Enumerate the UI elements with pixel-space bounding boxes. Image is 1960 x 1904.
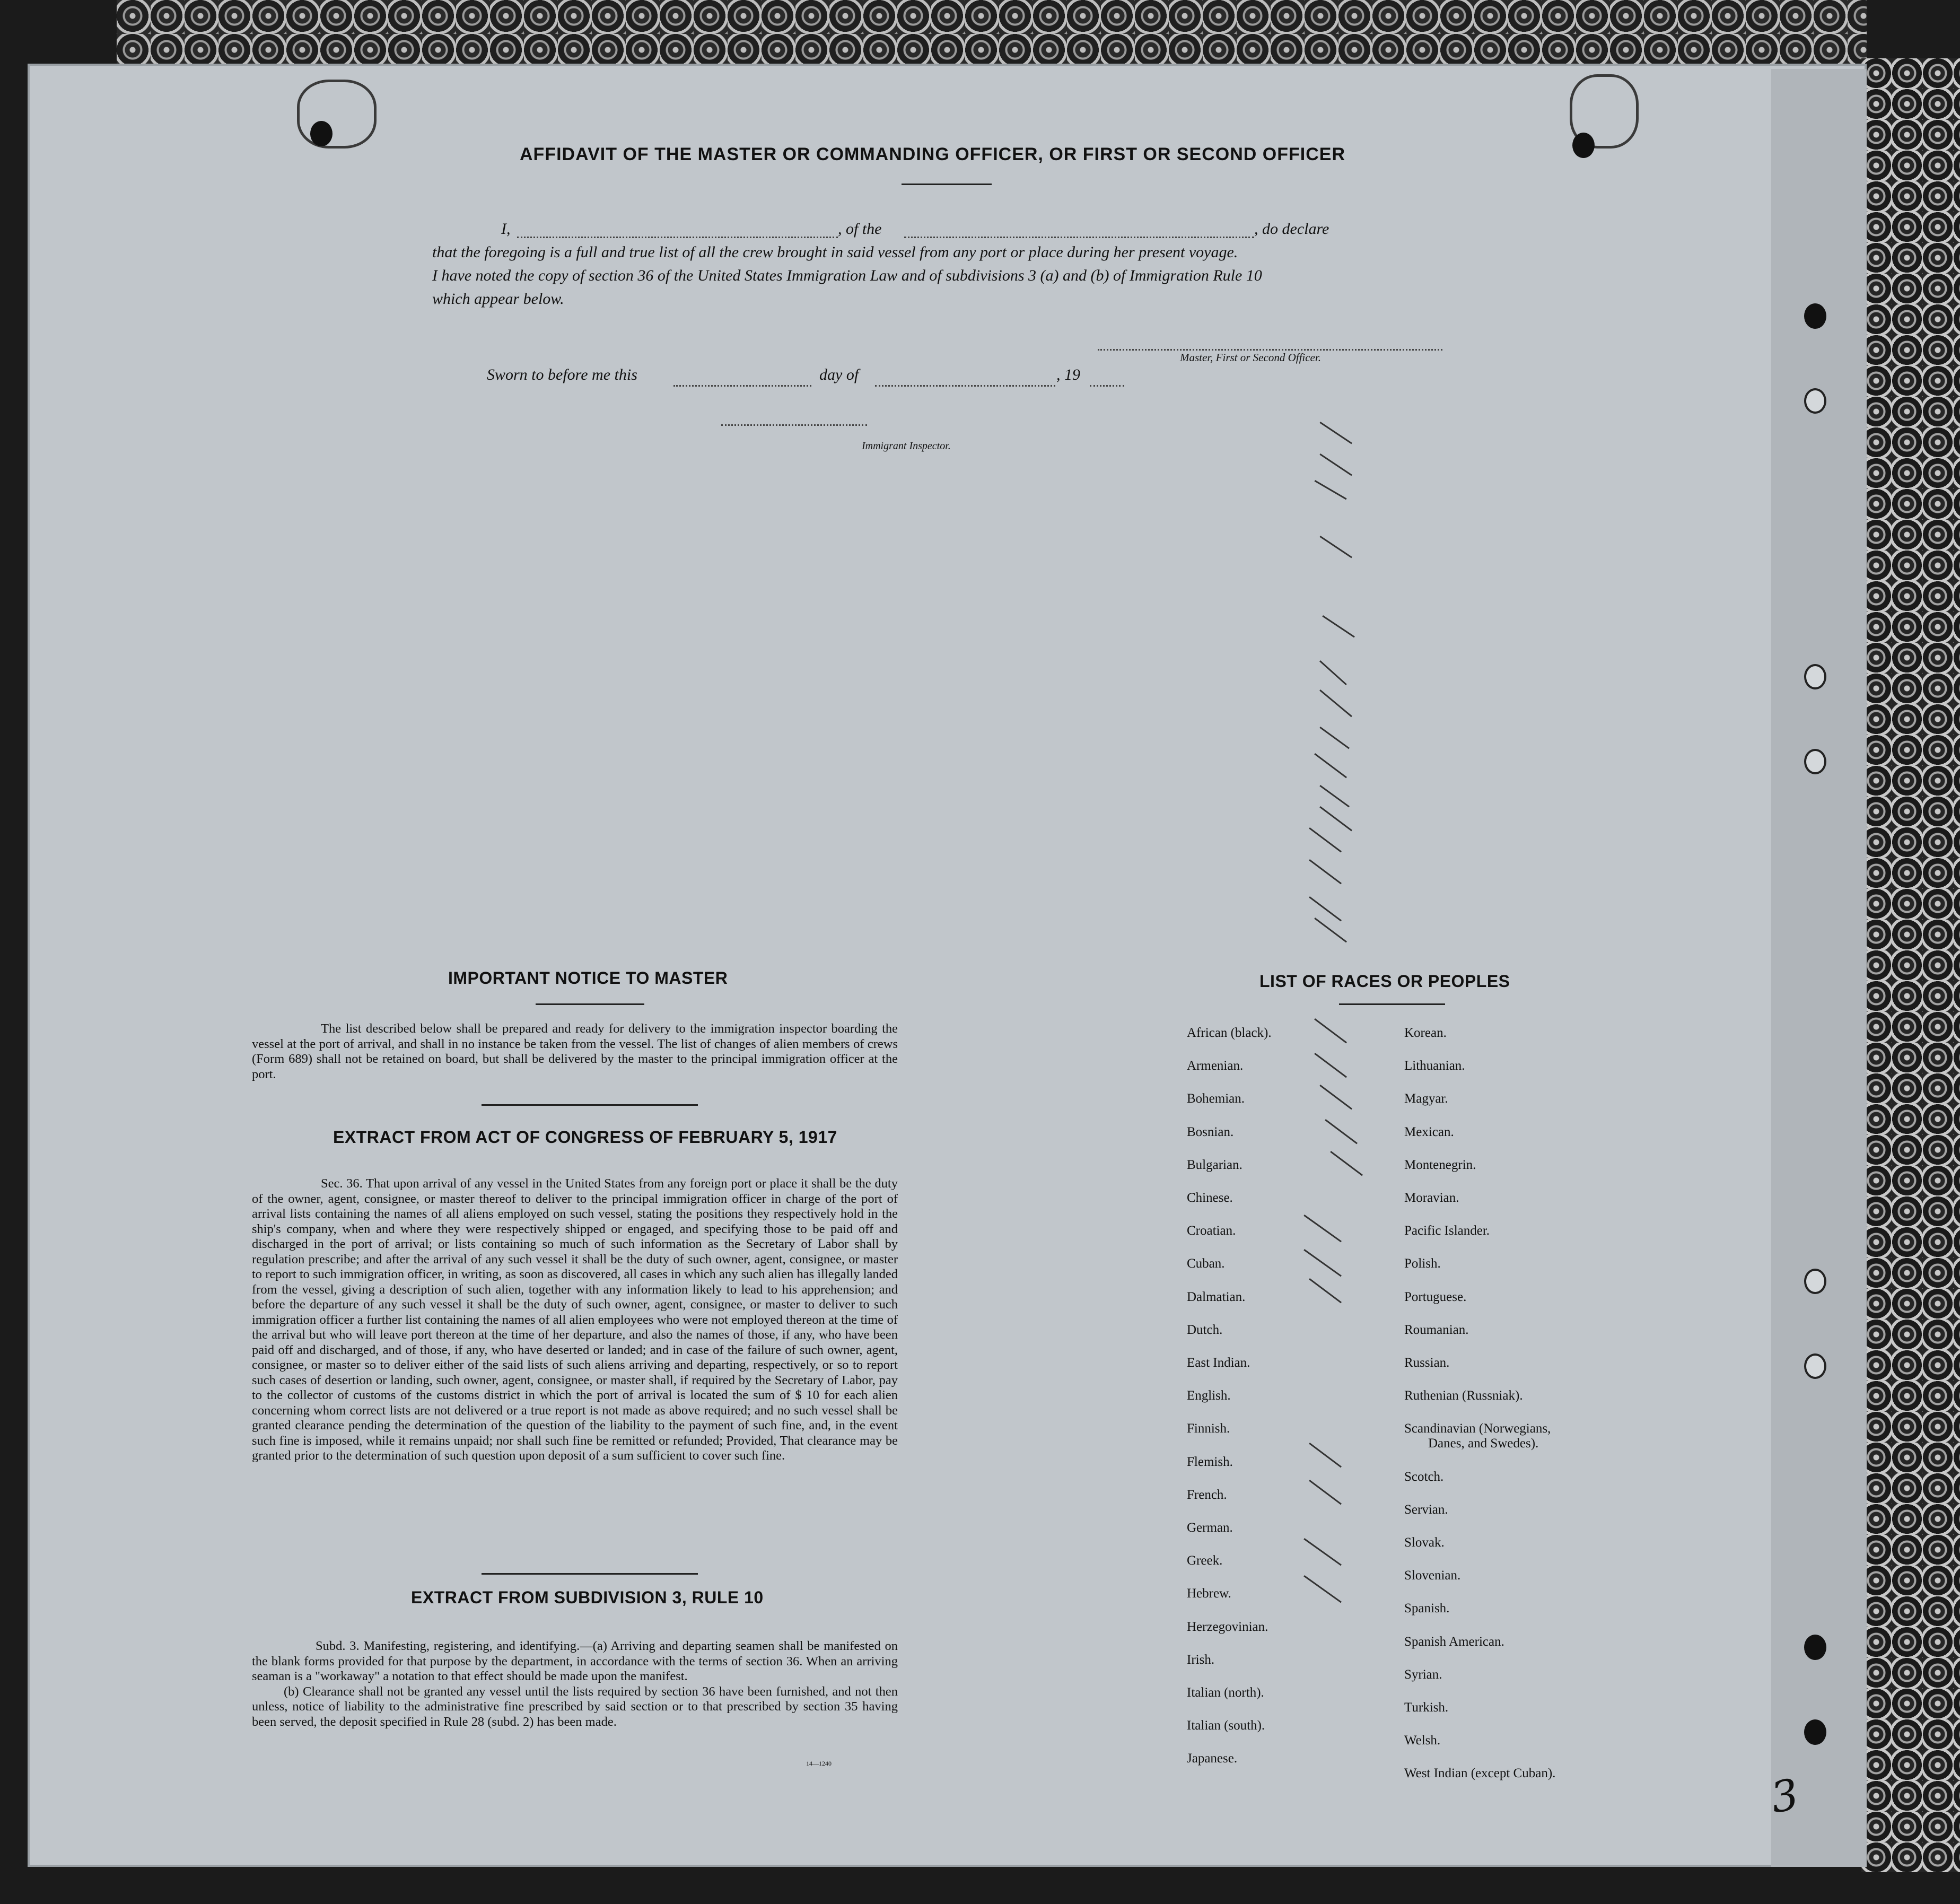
race-item: Italian (south). [1187,1718,1265,1733]
day-of-label: day of [819,366,859,383]
affidavit-line-3: I have noted the copy of section 36 of the United States Immigration Law and of subdivisions 3 (a) and (b) of Immigration Rule 10 [432,267,1262,284]
race-item: Irish. [1187,1652,1215,1667]
race-item: English. [1187,1388,1231,1403]
section-divider [482,1104,698,1106]
race-item: Montenegrin. [1404,1157,1476,1172]
race-item: Mexican. [1404,1124,1454,1139]
binding-hole-left [310,121,332,146]
rule-extract-text [252,1639,898,1730]
punch-hole [1804,664,1826,689]
race-item: Pacific Islander. [1404,1224,1490,1238]
position-blank[interactable] [904,237,1254,238]
name-blank[interactable] [517,237,838,238]
race-item: Polish. [1404,1256,1441,1271]
sheet-edge-shadow [1771,69,1867,1867]
race-item: Portuguese. [1404,1289,1467,1304]
race-item: Finnish. [1187,1421,1230,1436]
act-extract-text [252,1176,898,1464]
race-item: Turkish. [1404,1700,1449,1715]
race-item: Spanish American. [1404,1634,1504,1649]
race-item: Chinese. [1187,1191,1233,1205]
race-item: Japanese. [1187,1751,1238,1766]
race-item: Greek. [1187,1553,1223,1568]
inspector-signature-line[interactable] [721,424,867,426]
race-item: Italian (north). [1187,1685,1264,1700]
binder-pattern-top [117,0,1867,74]
year-label: , 19 [1056,366,1080,383]
handwritten-mark: 3 [1767,1769,1802,1823]
race-item: Scotch. [1404,1469,1444,1484]
race-item: Bohemian. [1187,1091,1245,1106]
title-underline [902,184,992,185]
race-item: Hebrew. [1187,1586,1231,1601]
race-item: Cuban. [1187,1256,1225,1271]
race-item: Roumanian. [1404,1322,1469,1337]
punch-hole [1804,388,1826,414]
race-item: Flemish. [1187,1454,1233,1469]
signature-label: Master, First or Second Officer. [1180,351,1321,364]
affidavit-body [432,217,1445,311]
sworn-day-blank[interactable] [673,385,811,387]
section-36-paragraph: Sec. 36. That upon arrival of any vessel in the United States from any foreign port or place it shall be the duty of the owner, agent, consignee, or master thereof to deliver to the principal immigration officer in charge of the port of arrival lists containing the names of all aliens employed on such vessel, stating the positions they respectively hold in the ship's company, when and where they were respectively shipped or engaged, and specifying those to be paid off and discharged in the port of arrival; or lists containing so much of such information as the Secretary of Labor shall by regulation prescribe; and after the arrival of any such vessel it shall be the duty of such owner, agent, consignee, or master to report to such immigration officer, in writing, as soon as discovered, all cases in which any such alien has illegally landed from the vessel, giving a description of such alien, together with any information likely to lead to his apprehension; and before the departure of any such vessel it shall be the duty of such owner, agent, consignee, or master to deliver to such immigration officer a further list containing the names of all alien employees who were not employed thereon at the time of the arrival but who will leave port thereon at the time of her departure, and also the names of those, if any, who have been paid off and discharged, and of those, if any, who have deserted or landed; and in case of the failure of such owner, agent, consignee, or master so to deliver either of the said lists of such aliens arriving and departing, respectively, or so to report such cases of desertion or landing, such owner, agent, consignee, or master shall, if required by the Secretary of Labor, pay to the collector of customs of the customs district in which the port of arrival is located the sum of $ 10 for each alien concerning whom correct lists are not delivered or a true report is not made as above required; and no such vessel shall be granted clearance pending the determination of the question of the liability to the payment of such fine, and, in the event such fine is imposed, while it remains unpaid; nor shall such fine be remitted or refunded; Provided, That clearance may be granted prior to the determination of such question upon deposit of a sum sufficient to cover such fine. [252,1176,898,1463]
race-item: Bosnian. [1187,1124,1234,1139]
race-item: East Indian. [1187,1356,1250,1370]
section-divider [482,1573,698,1575]
notice-title-rule [536,1003,644,1005]
affidavit-line-4: which appear below. [432,290,564,308]
race-item: Danes, and Swedes). [1428,1436,1539,1451]
notice-text [252,1021,898,1082]
document-sheet [28,64,1867,1867]
affidavit-i-label: I, [501,220,511,238]
subd-b-paragraph: (b) Clearance shall not be granted any vessel until the lists required by section 36 have been furnished, and not then unless, notice of liability to the administrative fine prescribed by said section or to that prescribed by section 35 having been served, the deposit specified in Rule 28 (subd. 2) has been made. [252,1684,898,1729]
sworn-month-blank[interactable] [875,385,1055,387]
race-item: Ruthenian (Russniak). [1404,1388,1523,1403]
binder-pattern-right [1861,58,1960,1872]
punch-hole [1804,1635,1826,1660]
race-item: African (black). [1187,1026,1272,1040]
rule-extract-title: EXTRACT FROM SUBDIVISION 3, RULE 10 [411,1588,764,1607]
notice-title: IMPORTANT NOTICE TO MASTER [448,968,728,988]
race-item: Slovenian. [1404,1568,1461,1583]
races-title: LIST OF RACES OR PEOPLES [1259,972,1510,991]
affidavit-line-2: that the foregoing is a full and true list of all the crew brought in said vessel from any port or place during her present voyage. [432,243,1238,261]
punch-hole [1804,1719,1826,1745]
affidavit-of-the: , of the [838,220,882,238]
race-item: Slovak. [1404,1535,1445,1550]
affidavit-do-declare: , do declare [1254,220,1329,238]
binding-string-left [297,80,377,149]
binding-hole-right [1572,133,1595,158]
notice-paragraph: The list described below shall be prepared and ready for delivery to the immigration inspector boarding the vessel at the port of arrival, and shall in no instance be taken from the vessel. The list of changes of alien members of crews (Form 689) shall not be retained on board, but shall be delivered by the master to the principal immigration officer at the port. [252,1021,898,1081]
race-item: Dalmatian. [1187,1289,1246,1304]
sworn-label: Sworn to before me this [487,366,637,383]
race-item: Spanish. [1404,1601,1450,1616]
subd-a-paragraph: Subd. 3. Manifesting, registering, and identifying.—(a) Arriving and departing seamen shall be manifested on the blank forms provided for that purpose by the department, in accordance with the terms of section 36. When an arriving seaman is a "workaway" a notation to that effect should be made upon the manifest. [252,1639,898,1683]
race-item: Servian. [1404,1502,1448,1517]
race-item: Magyar. [1404,1091,1448,1106]
race-item: Welsh. [1404,1733,1441,1748]
race-item: Croatian. [1187,1224,1236,1238]
affidavit-title: AFFIDAVIT OF THE MASTER OR COMMANDING OFFICER, OR FIRST OR SECOND OFFICER [520,144,1345,164]
act-extract-title: EXTRACT FROM ACT OF CONGRESS OF FEBRUARY 5, 1917 [333,1128,837,1147]
race-item: Bulgarian. [1187,1157,1242,1172]
year-blank[interactable] [1090,385,1124,387]
race-item: Syrian. [1404,1667,1442,1682]
race-item: Armenian. [1187,1059,1244,1073]
punch-hole [1804,749,1826,774]
race-item: German. [1187,1521,1233,1535]
race-item: French. [1187,1487,1227,1502]
race-item: Dutch. [1187,1322,1223,1337]
punch-hole [1804,1269,1826,1294]
race-item: Herzegovinian. [1187,1619,1268,1634]
race-item: Scandinavian (Norwegians, [1404,1421,1551,1436]
races-title-rule [1339,1003,1445,1005]
race-item: Russian. [1404,1356,1450,1370]
inspector-label: Immigrant Inspector. [862,440,951,452]
race-item: Lithuanian. [1404,1059,1465,1073]
punch-hole [1804,303,1826,329]
signature-line[interactable] [1098,349,1442,351]
punch-hole [1804,1353,1826,1379]
race-item: Korean. [1404,1026,1447,1040]
race-item: West Indian (except Cuban). [1404,1766,1556,1781]
form-number: 14—1240 [806,1760,832,1767]
race-item: Moravian. [1404,1191,1459,1205]
